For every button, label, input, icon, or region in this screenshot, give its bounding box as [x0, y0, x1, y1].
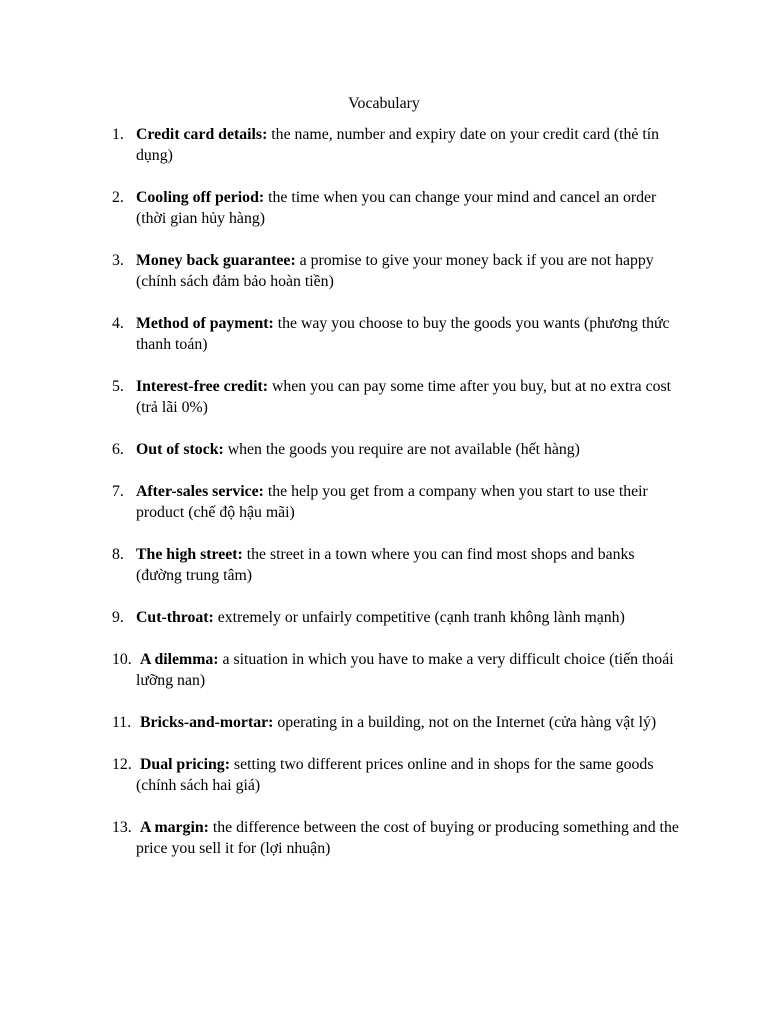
item-definition: when you can pay some time after you buy, but at no extra cost (trả lãi 0%) — [136, 378, 672, 416]
item-definition: the help you get from a company when you start to use their product (chế độ hậu mãi) — [136, 483, 648, 521]
list-item — [112, 313, 684, 355]
item-definition: the street in a town where you can find most shops and banks (đường trung tâm) — [136, 546, 635, 584]
item-number: 13. — [112, 819, 132, 836]
item-term: Method of payment: — [136, 315, 274, 332]
list-item — [112, 817, 684, 859]
list-item — [112, 481, 684, 523]
item-definition: the difference between the cost of buying or producing something and the price you sell it for (lợi nhuận) — [136, 819, 679, 857]
item-number: 9. — [112, 609, 124, 626]
item-definition: when the goods you require are not available (hết hàng) — [223, 441, 580, 458]
item-term: Credit card details: — [136, 126, 268, 143]
item-number: 8. — [112, 546, 124, 563]
item-definition: the time when you can change your mind and cancel an order (thời gian hủy hàng) — [136, 189, 657, 227]
item-term: Cut-throat: — [136, 609, 214, 626]
item-number: 12. — [112, 756, 132, 773]
item-term: Cooling off period: — [136, 189, 265, 206]
list-item — [112, 376, 684, 418]
item-term: A margin: — [140, 819, 209, 836]
list-item — [112, 544, 684, 586]
list-item — [112, 439, 684, 460]
item-definition: a promise to give your money back if you are not happy (chính sách đảm bảo hoàn tiền) — [136, 252, 654, 290]
item-term: Dual pricing: — [140, 756, 230, 773]
item-term: After-sales service: — [136, 483, 264, 500]
page-title: Vocabulary — [348, 95, 420, 112]
item-number: 2. — [112, 189, 124, 206]
list-item — [112, 124, 684, 166]
vocabulary-list — [112, 124, 684, 880]
list-item — [112, 754, 684, 796]
item-number: 6. — [112, 441, 124, 458]
list-item — [112, 649, 684, 691]
item-number: 10. — [112, 651, 132, 668]
list-item — [112, 250, 684, 292]
list-item — [112, 607, 684, 628]
item-number: 4. — [112, 315, 124, 332]
item-number: 1. — [112, 126, 124, 143]
item-number: 5. — [112, 378, 124, 395]
item-number: 7. — [112, 483, 124, 500]
item-definition: operating in a building, not on the Internet (cửa hàng vật lý) — [273, 714, 657, 731]
item-term: The high street: — [136, 546, 243, 563]
item-term: Bricks-and-mortar: — [140, 714, 274, 731]
item-term: Money back guarantee: — [136, 252, 296, 269]
item-definition: a situation in which you have to make a very difficult choice (tiến thoái lưỡng nan) — [136, 651, 674, 689]
item-definition: setting two different prices online and in shops for the same goods (chính sách hai giá) — [136, 756, 654, 794]
list-item — [112, 187, 684, 229]
item-definition: extremely or unfairly competitive (cạnh tranh không lành mạnh) — [213, 609, 625, 626]
item-definition: the way you choose to buy the goods you wants (phương thức thanh toán) — [136, 315, 670, 353]
list-item — [112, 712, 684, 733]
item-term: A dilemma: — [140, 651, 219, 668]
item-term: Out of stock: — [136, 441, 224, 458]
item-term: Interest-free credit: — [136, 378, 269, 395]
item-number: 11. — [112, 714, 132, 731]
item-number: 3. — [112, 252, 124, 269]
item-definition: the name, number and expiry date on your credit card (thẻ tín dụng) — [136, 126, 660, 164]
